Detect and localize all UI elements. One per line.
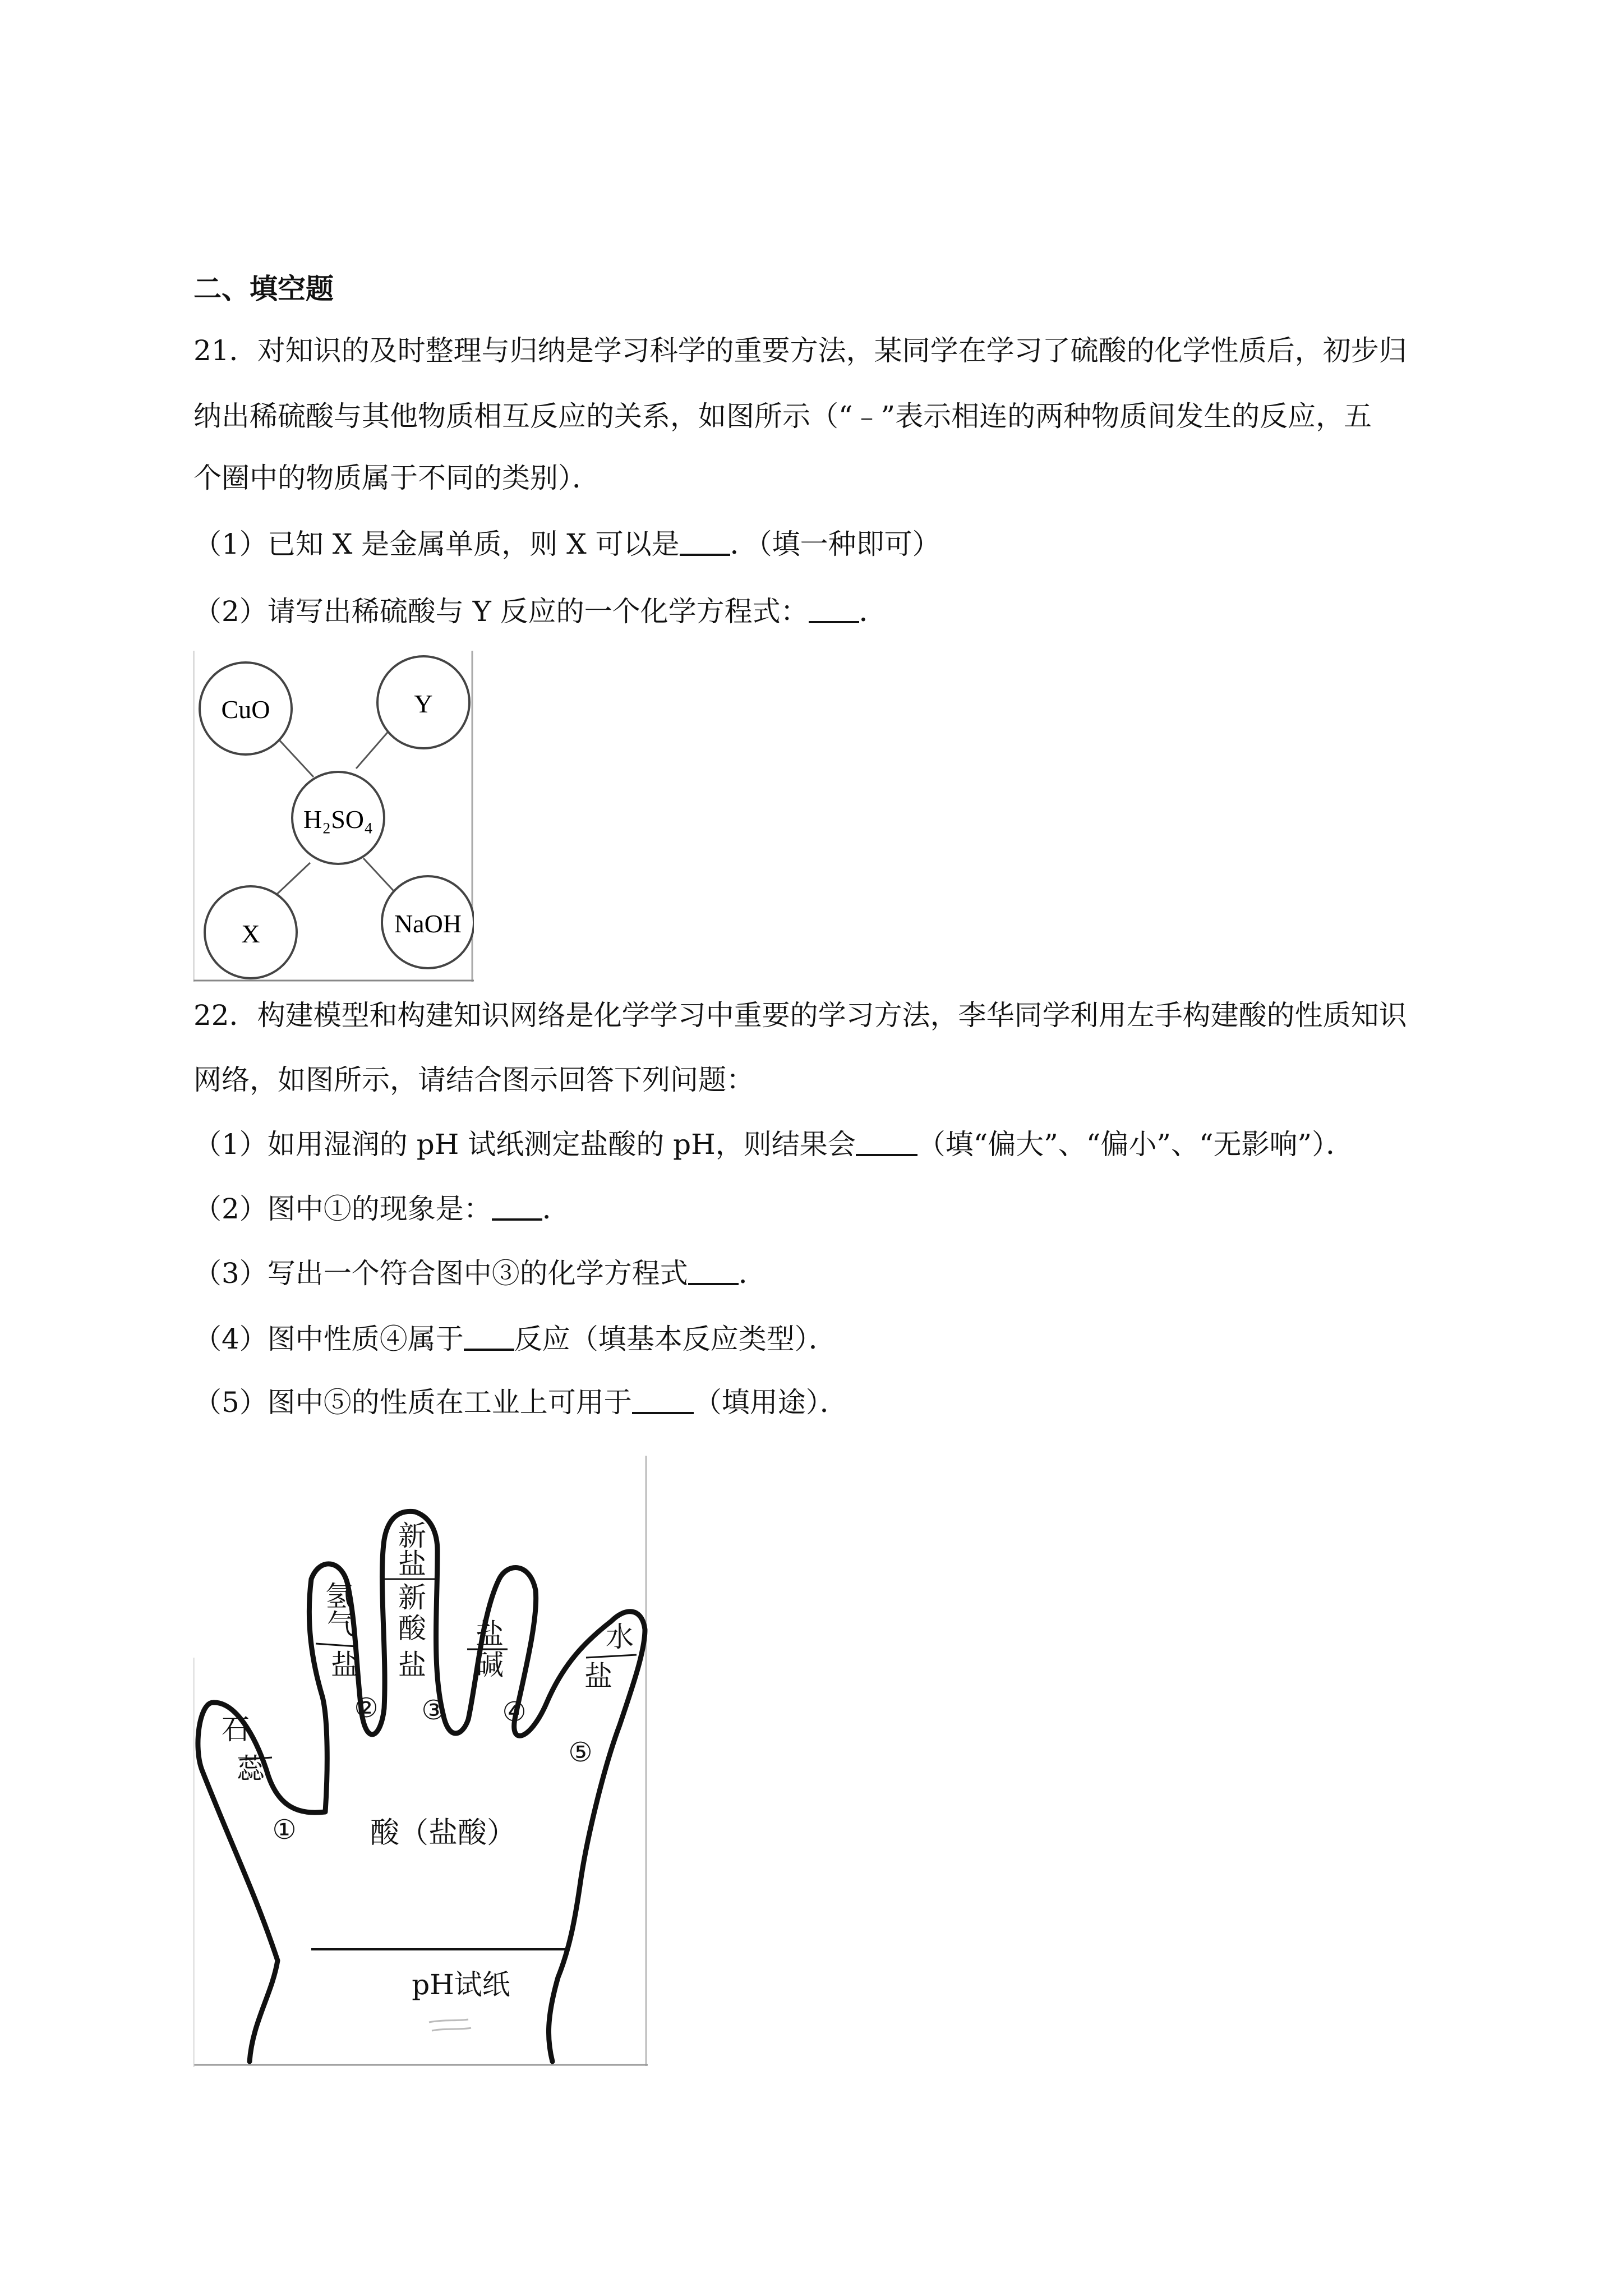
q22-hand-diagram: [193, 1456, 653, 2067]
label-y: Y: [414, 689, 433, 718]
finger4-char-2: 碱: [476, 1649, 504, 1681]
q22-sub4-text: （4）图中性质④属于: [193, 1323, 464, 1355]
finger3-char-1: 新: [398, 1520, 426, 1552]
finger3-char-4: 酸: [398, 1612, 426, 1645]
q22-sub2-tail: ．: [542, 1193, 570, 1225]
divider-finger2: [316, 1644, 356, 1646]
q21-stem-line-1: 21．对知识的及时整理与归纳是学习科学的重要方法，某同学在学习了硫酸的化学性质后，初步归: [193, 334, 1407, 367]
q22-stem-line-2: 网络，如图所示，请结合图示回答下列问题：: [193, 1064, 754, 1096]
marker-1: ①: [272, 1814, 297, 1846]
finger5-char-2: 盐: [584, 1660, 612, 1692]
q21-sub2: [193, 595, 887, 628]
marker-3: ③: [421, 1695, 446, 1726]
q22-sub1-blank[interactable]: [856, 1129, 917, 1156]
q22-sub2-blank[interactable]: [492, 1194, 542, 1221]
marker-5: ⑤: [568, 1737, 593, 1768]
finger3-char-3: 新: [398, 1581, 426, 1614]
q22-sub4-tail: 反应（填基本反应类型）．: [514, 1323, 837, 1355]
q22-sub1-text: （1）如用湿润的 pH 试纸测定盐酸的 pH，则结果会: [193, 1128, 856, 1161]
finger2-char-1: 氢: [325, 1580, 353, 1613]
q21-sub2-blank[interactable]: [809, 596, 859, 623]
q21-sub2-text: （2）请写出稀硫酸与 Y 反应的一个化学方程式：: [193, 595, 809, 628]
q21-sub2-tail: ．: [859, 595, 887, 628]
finger2-char-2: 气: [327, 1608, 355, 1641]
q22-sub3-blank[interactable]: [688, 1258, 739, 1285]
q21-sub1-tail: ．（填一种即可）: [730, 528, 940, 560]
section-title: 二、填空题: [193, 272, 334, 305]
q21-sub1-blank[interactable]: [680, 529, 730, 556]
divider-finger5: [586, 1655, 637, 1658]
wrist-label: pH试纸: [412, 1968, 510, 2001]
q22-sub4: [193, 1322, 837, 1356]
q22-stem-line-1: 22．构建模型和构建知识网络是化学学习中重要的学习方法，李华同学利用左手构建酸的性质知识: [193, 999, 1407, 1032]
finger2-char-3: 盐: [331, 1649, 359, 1681]
label-cuo: CuO: [221, 695, 270, 724]
q22-sub5-tail: （填用途）．: [693, 1386, 848, 1419]
q22-sub1: [193, 1128, 1354, 1161]
q22-sub5-text: （5）图中⑤的性质在工业上可用于: [193, 1386, 632, 1419]
q22-sub3: [193, 1257, 767, 1290]
q21-reaction-diagram: [193, 651, 474, 982]
q22-sub3-text: （3）写出一个符合图中③的化学方程式: [193, 1257, 688, 1290]
q22-sub2: [193, 1192, 570, 1226]
q22-sub1-tail: （填“偏大”、“偏小”、“无影响”）．: [917, 1128, 1354, 1161]
q22-sub3-tail: ．: [738, 1257, 767, 1290]
q22-sub2-text: （2）图中①的现象是：: [193, 1193, 492, 1225]
label-x: X: [241, 919, 260, 948]
palm-label: 酸（盐酸）: [370, 1816, 517, 1850]
q21-sub1: [193, 527, 940, 561]
q21-stem-line-3: 个圈中的物质属于不同的类别）．: [193, 462, 600, 494]
q22-sub5: [193, 1386, 848, 1419]
q22-sub4-blank[interactable]: [464, 1324, 514, 1351]
finger5-char-1: 水: [606, 1621, 634, 1653]
marker-4: ④: [502, 1696, 527, 1728]
label-h2so4: H₂SO₄: [303, 805, 374, 834]
marker-2: ②: [354, 1692, 379, 1724]
q21-stem-line-2: 纳出稀硫酸与其他物质相互反应的关系，如图所示（“﹣”表示相连的两种物质间发生的反应，五: [193, 400, 1372, 432]
finger1-char-1: 石: [222, 1713, 250, 1746]
q22-sub5-blank[interactable]: [632, 1387, 694, 1414]
finger3-char-2: 盐: [398, 1548, 426, 1580]
finger4-char-1: 盐: [476, 1618, 504, 1650]
finger1-char-2: 蕊: [237, 1752, 265, 1785]
label-naoh: NaOH: [394, 909, 462, 938]
wrist-shading: [429, 2019, 471, 2031]
finger3-char-5: 盐: [398, 1649, 426, 1681]
q21-sub1-text: （1）已知 X 是金属单质，则 X 可以是: [193, 528, 680, 560]
